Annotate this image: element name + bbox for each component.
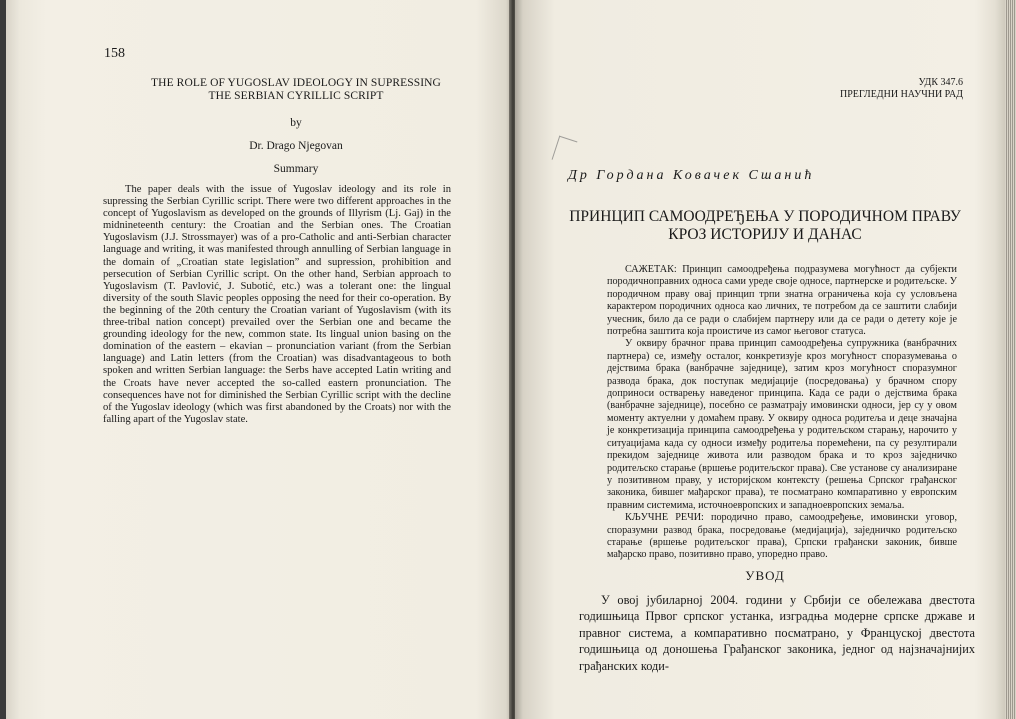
article-type: ПРЕГЛЕДНИ НАУЧНИ РАД <box>840 89 963 100</box>
right-page <box>515 0 1005 719</box>
section-heading: УВОД <box>745 568 785 583</box>
abstract <box>607 264 957 562</box>
udk-code: УДК 347.6 <box>918 77 963 88</box>
abstract-paragraph-1: САЖЕТАК: Принцип самоодређења подразумева могућност да субјекти породичноправних односа сами уреде своје односе, партнерске и родитељске. У породичном праву овај принцип трпи знатна ограничења која су условљена карактером породичних односа као личних, те потребом да се заштити слабији учесник, било да се ради о слабијем партнеру или да се ради о детету које је потребна заштита која проистиче из самог његовог статуса. <box>607 264 957 338</box>
english-title <box>146 77 446 103</box>
serbian-title-line-2: КРОЗ ИСТОРИЈУ И ДАНАС <box>668 226 862 243</box>
serbian-title-line-1: ПРИНЦИП САМООДРЕЂЕЊА У ПОРОДИЧНОМ ПРАВУ <box>569 208 961 225</box>
intro-paragraph: У овој јубиларној 2004. години у Србији се обележава двестота годишњица Првог српског устанка, изградња модерне српске државе и правног система, а компаративно посматрано, у Француској двестота годишњица од доношења Грађанског законика, једног од најзначајнијих грађанских коди- <box>579 593 975 673</box>
abstract-paragraph-2: У оквиру брачног права принцип самоодређења супружника (ванбрачних партнера) се, између осталог, конкретизује кроз могућност споразумевања о дејствима брака (ванбрачне заједнице), затим кроз могућност споразумног развода брака, док поступак медијације (посредовања) у брачном спору доприноси остварењу наведеног принципа. Када се ради о дејствима брака (ванбрачне заједнице), посебно се разматрају имовински односи, јер су у овом моменту актуелни у домаћем праву. У оквиру односа родитеља и деце значајна је конкретизација принципа самоодређења у родитељском старању, нарочито у ситуацијама када су односи између родитеља поремећени, па су резултирали прекидом заједнице живота или разводом брака и то кроз заједничко родитељско старање (вршење родитељског права). Све установе су анализиране у позитивном праву, у историјском контексту (решења Српског грађанског законика, бившег мађарског права), те посматрано компаративно у европским правним системима, источноевропских и западноевропских земаља. <box>607 338 957 511</box>
keywords-paragraph: КЉУЧНЕ РЕЧИ: породично право, самоодређење, имовински уговор, споразумни развод брака, посредовање (медијација), заједничко родитељско старање (вршење родитељског права), Српски грађански законик, бивше мађарско право, позитивно право, упоредно право. <box>607 512 957 561</box>
summary-paragraph: The paper deals with the issue of Yugoslav ideology and its role in supressing the Serbian Cyrillic script. There were two different approaches in the concept of Yugoslavism as developed on the grounds of Illyrism (Lj. Gaj) in the midnineteenth century: the Croatian and the Serbian ones. The Croatian Yugoslavism (J.J. Strossmayer) was of a pro-Catholic and anti-Serbian character language and writing, it was manifested through annulling of Serbian language in the domain of „Croatian state legislation” and supression, prohibition and persecution of Serbian Cyrillic script. On the other hand, Serbian approach to Yugoslavism (T. Pavlović, J. Subotić, etc.) was a tolerant one: the lingual diversity of the south Slavic peoples opposing the need for their co-operation. By the beginning of the 20th century the Croatian variant of Yugoslavism (with its three-tribal nation concept) prevailed over the Serbian one and became the grounding ideology for the new, common state. Its lingual union basing on the domination of the eastern – ekavian – pronunciation variant (from the Serbian language) and Latin letters (from the Croatian) was disadvantageous to both spoken and written Serbian language: the Serbs have accepted Latin writing and the Croats have never accepted the so-called eastern pronunciation. The consequences have not for diminished the Serbian Cyrillic script with the decline of the Yugoslav ideology (which was first abandoned by the Croats) nor with the falling apart of the Yugoslav state. <box>103 184 451 425</box>
left-page <box>6 0 512 719</box>
serbian-author: Др Гордана Ковачек Сшанић <box>568 168 815 183</box>
english-title-line-2: THE SERBIAN CYRILLIC SCRIPT <box>208 90 384 102</box>
by-label: by <box>290 117 302 129</box>
summary-heading: Summary <box>273 163 319 175</box>
pen-mark <box>552 136 578 166</box>
classification-block <box>840 77 963 101</box>
page-number: 158 <box>104 46 125 61</box>
english-author: Dr. Drago Njegovan <box>249 140 343 152</box>
english-title-line-1: THE ROLE OF YUGOSLAV IDEOLOGY IN SUPRESSING <box>151 77 441 89</box>
serbian-title <box>555 208 975 244</box>
right-page-edges <box>1005 0 1016 719</box>
